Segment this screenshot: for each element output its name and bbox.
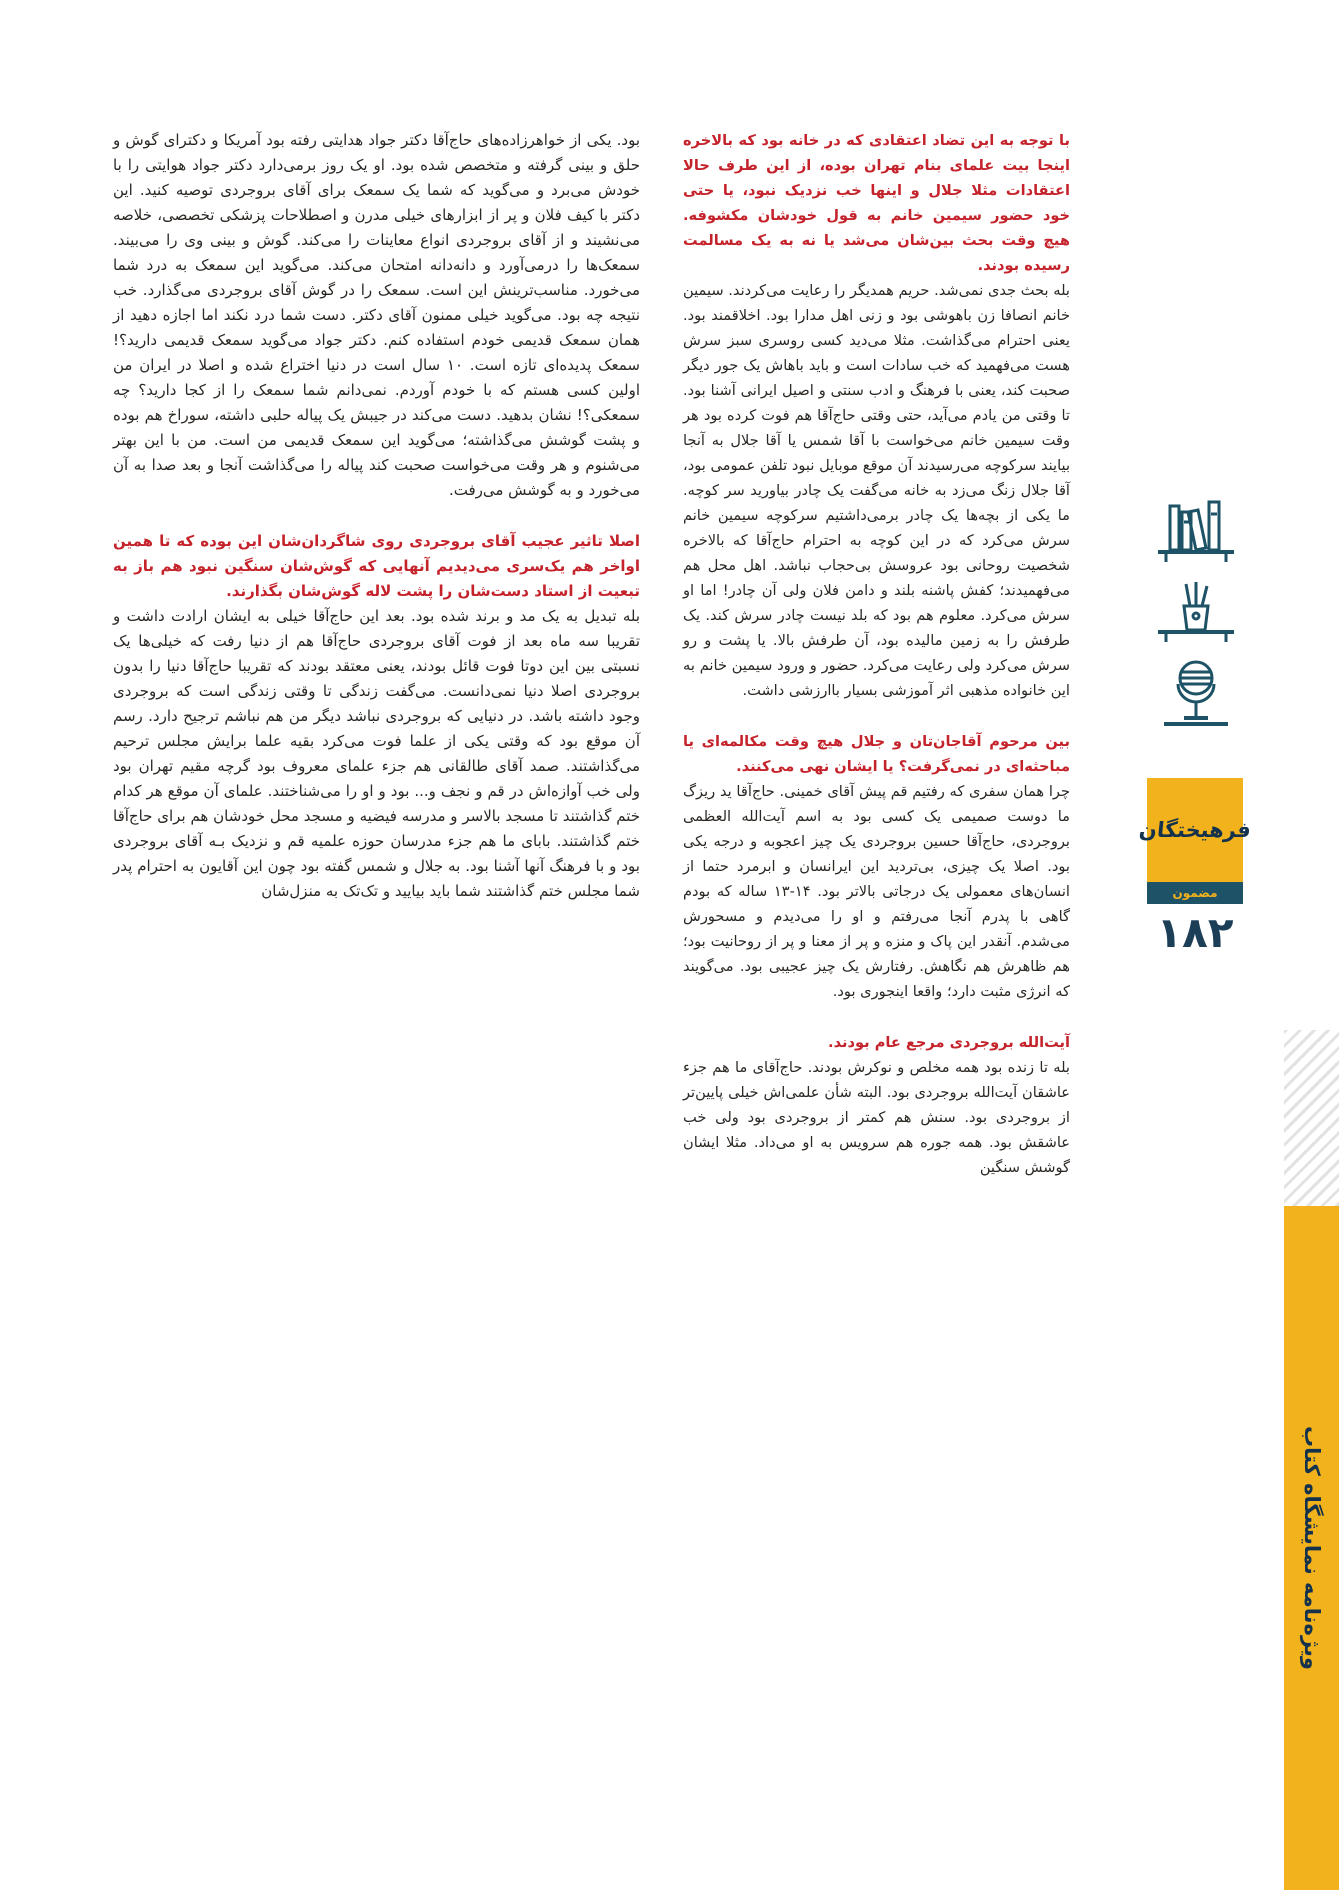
special-issue-banner-text: ویژه‌نامه نمایشگاه کتاب: [1299, 1426, 1324, 1670]
special-issue-banner: [1284, 1206, 1339, 1890]
brand-band-label: مضمون: [1147, 882, 1243, 904]
bookshelf-icon: [1154, 492, 1238, 570]
section-heading: آیت‌الله بروجردی مرجع عام بودند.: [828, 1034, 1070, 1051]
brand-badge: [1137, 778, 1253, 904]
question-paragraph: اصلا تاثیر عجیب آقای بروجردی روی شاگردان‌شان این بوده که تا همین اواخر هم یک‌سری می‌دیدیم آنهایی که گوش‌شان سنگین نبود هم باز به تبعیت از استاد دست‌شان را پشت لاله گوش‌شان بگذارند.: [113, 532, 640, 600]
pen-holder-icon: [1154, 576, 1238, 648]
column-right: [683, 128, 1070, 1180]
answer-paragraph: چرا همان سفری که رفتیم قم پیش آقای خمینی. حاج‌آقا ید ریزگ ما دوست صمیمی یک کسی بود به اسم آیت‌الله العظمی بروجردی، حاج‌آقا حسین بروجردی یک چیز اعجوبه و درجه یکی بود. اصلا یک چیزی، بی‌تردید این ایرانسان و ابرمرد حتما از انسان‌های معمولی یک درجاتی بالاتر بود. ۱۴-۱۳ ساله که بودم گاهی با پدرم آنجا می‌رفتم و او را می‌دیدم و مسحورش می‌شدم. آنقدر این پاک و منزه و پر از معنا و پر از روحانیت بود؛ هم ظاهرش هم نگاهش. رفتارش یک چیز عجیبی بود. می‌گویند که انرژی مثبت دارد؛ واقعا اینجوری بود.: [683, 783, 1070, 1000]
question-paragraph: بین مرحوم آقاجان‌تان و جلال هیچ وقت مکالمه‌ای یا مباحثه‌ای در نمی‌گرفت؟ یا ایشان نهی می‌کنند.: [683, 733, 1070, 775]
answer-paragraph: بله تا زنده بود همه مخلص و نوکرش بودند. حاج‌آقای ما هم جزء عاشقان آیت‌الله بروجردی بود. البته شأن علمی‌اش خیلی پایین‌تر از بروجردی بود. سنش هم کمتر از بروجردی بود ولی خب عاشقش بود. همه جوره هم سرویس به او می‌داد. مثلا ایشان گوشش سنگین: [683, 1059, 1070, 1176]
answer-paragraph: بله تبدیل به یک مد و برند شده بود. بعد این حاج‌آقا خیلی به ایشان ارادت داشت و تقریبا سه ماه بعد از فوت آقای بروجردی حاج‌آقا هم از دنیا رفت که خیلی‌ها یک نسبتی بین این دوتا فوت قائل بودند، یعنی معتقد بودند که تقریبا حاج‌آقا دنیا را بدون بروجردی اصلا دنیا نمی‌دانست. می‌گفت زندگی تا وقتی زندگی است که بروجردی وجود داشته باشد. در دنیایی که بروجردی نباشد دیگر من هم نباشم ترجیح دارد. رسم آن موقع بود که وقتی یکی از علما فوت می‌کرد بقیه علما برایش مجلس ترحیم می‌گذاشتند. صمد آقای طالقانی هم جزء علمای معروف بود گرچه مقیم تهران بود ولی خب آوازه‌اش در قم و نجف و... بود و او را می‌شناختند. علمای آن موقع هر کدام ختم گذاشتند تا مسجد بالاسر و مدرسه فیضیه و مسجد محل خودشان هم برای حاج‌آقا ختم گذاشتند. بابای ما هم جزء مدرسان حوزه علمیه قم و نزدیک بـه آقای بروجردی بود و با فرهنگ آنها آشنا بود. به جلال و شمس گفته بود چون این آقایون به احترام پدر شما مجلس ختم گذاشتند شما باید بیایید و تک‌تک به منزل‌شان: [113, 607, 640, 900]
question-paragraph: با توجه به این تضاد اعتقادی که در خانه بود که بالاخره اینجا بیت علمای بنام تهران بوده، از این طرف حالا اعتقادات مثلا جلال و اینها خب نزدیک نبود، یا حتی خود حضور سیمین خانم به قول خودشان مکشوفه. هیچ وقت بحث بین‌شان می‌شد یا نه به یک مسالمت رسیده بودند.: [683, 132, 1070, 274]
page-number: ۱۸۲: [1156, 908, 1234, 957]
answer-paragraph: بود. یکی از خواهرزاده‌های حاج‌آقا دکتر جواد هدایتی رفته بود آمریکا و دکترای گوش و حلق و بینی گرفته و متخصص شده بود. او یک روز برمی‌دارد دکتر جواد هوایتی را با خودش می‌برد و می‌گوید که شما یک سمعک برای آقای بروجردی توصیه کنید. این دکتر با کیف فلان و پر از ابزارهای خیلی مدرن و اصطلاحات پزشکی تخصصی، خلاصه می‌نشیند و از آقای بروجردی انواع معاینات را می‌کند. گوش و بینی وی را می‌بیند. سمعک‌ها را درمی‌آورد و دانه‌دانه امتحان می‌کند. می‌گوید این سمعک به درد شما می‌خورد. مناسب‌ترینش این است. سمعک را در گوش آقای بروجردی می‌گذارد. خب نتیجه چه بود. می‌گوید خیلی ممنون آقای دکتر. دست شما درد نکند اما اجازه دهید از همان سمعک قدیمی خودم استفاده کنم. دکتر جواد می‌گوید سمعک قدیمی دارید؟! سمعک پدیده‌ای تازه است. ۱۰ سال است در دنیا اختراع شده و اصلا در ایران من اولین کسی هستم که با خودم آوردم. نمی‌دانم شما سمعک را از کجا دارید؟ چه سمعکی؟! نشان بدهید. دست می‌کند در جیبش یک پیاله حلبی داشته، سوراخ هم بوده و پشت گوشش می‌گذاشته؛ می‌گوید این سمعک قدیمی من است. من با این بهتر می‌شنوم و هر وقت می‌خواست صحبت کند پیاله را می‌گذاشت آنجا و بعد صدا به آن می‌خورد و به گوشش می‌رفت.: [113, 131, 640, 499]
hatch-decoration: [1284, 1030, 1339, 1206]
column-left: [113, 128, 640, 904]
sidebar-icon-stack: [1148, 492, 1244, 740]
brand-calligraphy: فرهیختگان: [1137, 818, 1253, 842]
answer-paragraph: بله بحث جدی نمی‌شد. حریم همدیگر را رعایت می‌کردند. سیمین خانم انصافا زن باهوشی بود و زنی اهل مدارا بود. اخلاقمند بود. یعنی احترام می‌گذاشت. مثلا می‌دید کسی روسری سبز سرش هست می‌فهمید که خب سادات است و باید باهاش یک جور دیگر صحبت کند، یعنی با فرهنگ و ادب سنتی و اصیل ایرانی آشنا بود. تا وقتی من یادم می‌آید، حتی وقتی حاج‌آقا هم فوت کرده بود هر وقت سیمین خانم می‌خواست با آقا شمس یا آقا جلال به آنجا بیایند سرکوچه می‌رسیدند آن موقع موبایل نبود تلفن عمومی بود، آقا جلال زنگ می‌زد به خانه می‌گفت یک چادر بیاورید سر کوچه. ما یکی از بچه‌ها یک چادر برمی‌داشتیم سرکوچه سیمین خانم سرش می‌کرد که در این کوچه به احترام حاج‌آقا که بالاخره شخصیت روحانی بود عروسش بی‌حجاب نباشد. اهل محل هم می‌فهمیدند؛ کفش پاشنه بلند و دامن فلان ولی آن چادر! اما او سرش می‌کرد. معلوم هم بود که بلد نیست چادر سرش کند. یک طرفش را به زمین مالیده بود، آن طرفش بالا. یا پشت و رو سرش می‌کرد ولی رعایت می‌کرد. حضور و ورود سیمین خانم به این خانواده مذهبی اثر آموزشی بسیار باارزشی داشت.: [683, 282, 1070, 699]
microphone-icon: [1154, 654, 1238, 740]
